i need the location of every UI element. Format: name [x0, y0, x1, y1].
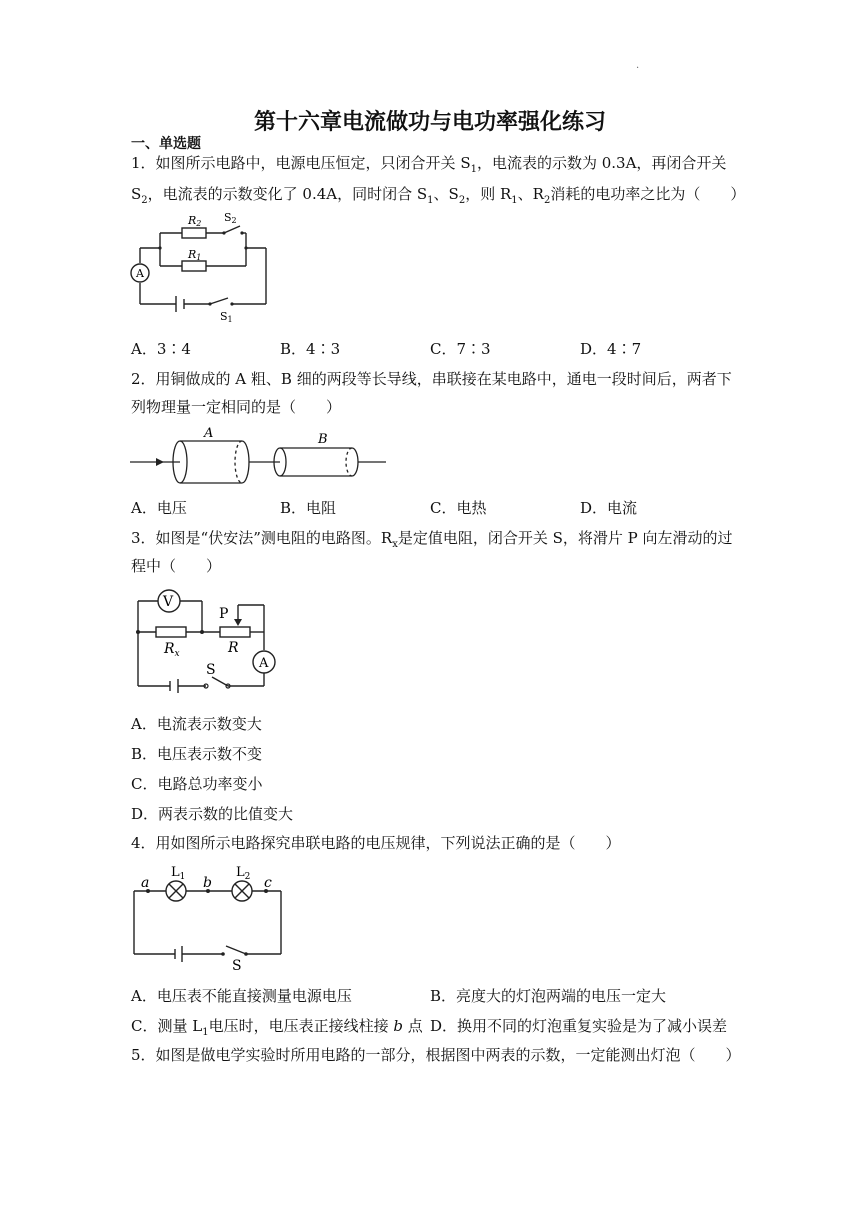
q3-option-a: A．电流表示数变大 [131, 715, 262, 733]
q4-point-b-label: b [203, 875, 212, 891]
q1-option-b: B．4∶3 [280, 340, 341, 358]
q3-circuit-diagram [128, 585, 283, 695]
q2-option-d: D．电流 [580, 499, 638, 517]
q2-wire-a-label: A [204, 426, 214, 441]
q1-circuit-diagram [128, 208, 273, 326]
q1-s2-label: S2 [224, 211, 237, 225]
q1-option-d: D．4∶7 [580, 340, 642, 358]
q1-ammeter-label: A [136, 267, 144, 280]
section-heading: 一、单选题 [131, 136, 201, 152]
q3-switch-label: S [206, 662, 216, 678]
q4-lamp-2-label: $L_2$ [236, 865, 251, 882]
q4-switch-label: S [232, 958, 242, 974]
q4-line-1: 4．用如图所示电路探究串联电路的电压规律，下列说法正确的是（ ） [131, 834, 621, 852]
q2-line-2: 列物理量一定相同的是（ ） [131, 398, 342, 416]
q1-s1-label: S1 [220, 310, 233, 324]
q3-slider-label: P [219, 606, 229, 622]
q1-option-c: C．7∶3 [430, 340, 491, 358]
q1-line-1: 1．如图所示电路中，电源电压恒定，只闭合开关 $S_1$，电流表的示数为 0.3A，再闭合开关 [131, 154, 727, 175]
q3-r-label: R [228, 640, 239, 656]
header-dot: . [636, 60, 640, 71]
q2-wire-diagram [128, 425, 393, 495]
q4-option-b: B．亮度大的灯泡两端的电压一定大 [430, 987, 667, 1005]
q3-option-b: B．电压表示数不变 [131, 745, 263, 763]
q4-option-c: C．测量 $L_1$电压时，电压表正接线柱接 b 点 [131, 1017, 423, 1038]
q1-option-a: A．3∶4 [131, 340, 191, 358]
q3-rx-label: $R_x$ [164, 641, 180, 659]
q4-option-a: A．电压表不能直接测量电源电压 [131, 987, 352, 1005]
q2-option-c: C．电热 [430, 499, 487, 517]
q4-circuit-diagram [128, 862, 288, 974]
q4-option-d: D．换用不同的灯泡重复实验是为了减小误差 [430, 1017, 728, 1035]
q4-point-a-label: a [141, 875, 150, 891]
q3-voltmeter-label: V [163, 594, 174, 610]
q1-line-2: $S_2$，电流表的示数变化了 0.4A，同时闭合 $S_1$、$S_2$，则 $R_1$、$R_2$消耗的电功率之比为（ ） [131, 185, 746, 206]
q3-option-c: C．电路总功率变小 [131, 775, 263, 793]
q3-ammeter-label: A [259, 656, 269, 671]
q4-point-c-label: c [264, 875, 272, 891]
q1-r2-label: R2 [188, 214, 202, 228]
q4-lamp-1-label: $L_1$ [171, 865, 186, 882]
q2-option-a: A．电压 [131, 499, 187, 517]
q5-line-1: 5．如图是做电学实验时所用电路的一部分，根据图中两表的示数，一定能测出灯泡（ ） [131, 1046, 741, 1064]
page-title: 第十六章电流做功与电功率强化练习 [253, 110, 606, 135]
q1-r1-label: R1 [188, 248, 202, 262]
q3-option-d: D．两表示数的比值变大 [131, 805, 294, 823]
q2-line-1: 2．用铜做成的 A 粗、B 细的两段等长导线，串联接在某电路中，通电一段时间后，两者下 [131, 370, 732, 388]
q3-line-1: 3．如图是“伏安法”测电阻的电路图。$R_x$是定值电阻，闭合开关 S，将滑片 P 向左滑动的过 [131, 529, 733, 550]
q3-line-2: 程中（ ） [131, 557, 222, 575]
q2-option-b: B．电阻 [280, 499, 337, 517]
q2-wire-b-label: B [318, 432, 328, 447]
